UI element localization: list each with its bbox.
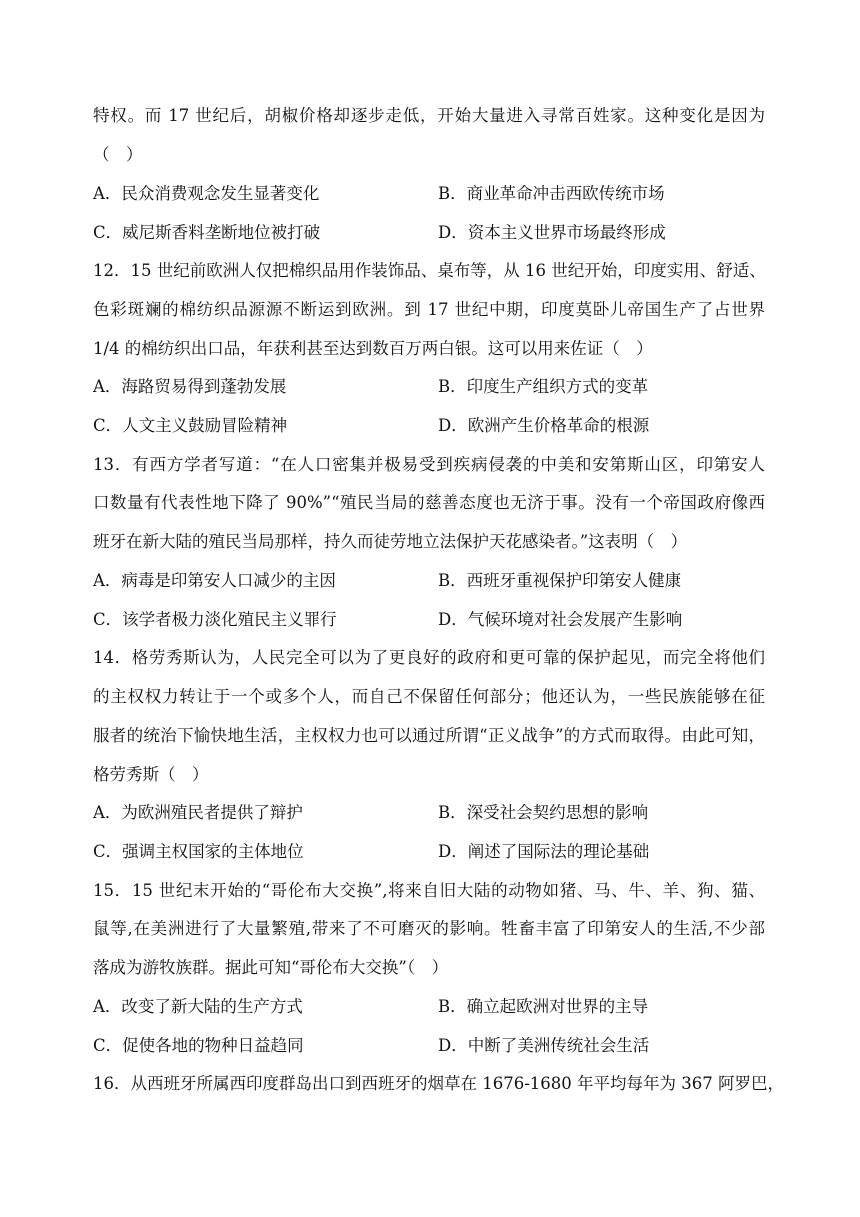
- question-14-option-b: B．深受社会契约思想的影响: [438, 803, 649, 822]
- question-15-option-b: B．确立起欧洲对世界的主导: [438, 997, 649, 1016]
- question-13-text-line-1: 13．有西方学者写道：“在人口密集并极易受到疾病侵袭的中美和安第斯山区，印第安人: [93, 455, 765, 474]
- question-11-text-line-1: 特权。而 17 世纪后，胡椒价格却逐步走低，开始大量进入寻常百姓家。这种变化是因为: [93, 106, 765, 125]
- question-12-option-a: A．海路贸易得到蓬勃发展: [93, 377, 287, 396]
- question-15-option-d: D．中断了美洲传统社会生活: [438, 1036, 650, 1055]
- question-12-option-b: B．印度生产组织方式的变革: [438, 377, 649, 396]
- question-15-text-line-3: 落成为游牧族群。据此可知“哥伦布大交换”（ ）: [93, 958, 449, 977]
- question-13-text-line-3: 班牙在新大陆的殖民当局那样，持久而徒劳地立法保护天花感染者。”这表明（ ）: [93, 532, 688, 551]
- question-13-option-a: A．病毒是印第安人口减少的主因: [93, 571, 336, 590]
- question-12-option-d: D．欧洲产生价格革命的根源: [438, 416, 650, 435]
- question-11-option-a: A．民众消费观念发生显著变化: [93, 184, 320, 203]
- question-14-text-line-4: 格劳秀斯（ ）: [93, 765, 209, 784]
- question-14-option-d: D．阐述了国际法的理论基础: [438, 842, 650, 861]
- question-13-option-d: D．气候环境对社会发展产生影响: [438, 610, 683, 629]
- question-15-text-line-1: 15．15 世纪末开始的“哥伦布大交换”,将来自旧大陆的动物如猪、马、牛、羊、狗、猫、: [93, 881, 765, 900]
- question-12-text-line-1: 12．15 世纪前欧洲人仅把棉织品用作装饰品、桌布等，从 16 世纪开始，印度实用、舒适、: [93, 261, 766, 280]
- question-11-option-c: C．威尼斯香料垄断地位被打破: [93, 223, 321, 242]
- question-12-text-line-3: 1/4 的棉纺织出口品，年获利甚至达到数百万两白银。这可以用来佐证（ ）: [93, 339, 653, 358]
- question-14-option-a: A．为欧洲殖民者提供了辩护: [93, 803, 303, 822]
- question-14-text-line-2: 的主权权力转让于一个或多个人，而自己不保留任何部分；他还认为，一些民族能够在征: [93, 687, 765, 706]
- question-13-option-b: B．西班牙重视保护印第安人健康: [438, 571, 682, 590]
- question-11-text-line-2: （ ）: [93, 145, 143, 164]
- question-11-option-b: B．商业革命冲击西欧传统市场: [438, 184, 665, 203]
- question-12-option-c: C．人文主义鼓励冒险精神: [93, 416, 288, 435]
- question-15-text-line-2: 鼠等,在美洲进行了大量繁殖,带来了不可磨灭的影响。牲畜丰富了印第安人的生活,不少部: [93, 919, 765, 938]
- question-14-text-line-1: 14．格劳秀斯认为，人民完全可以为了更良好的政府和更可靠的保护起见，而完全将他们: [93, 648, 765, 667]
- question-13-text-line-2: 口数量有代表性地下降了 90%”“殖民当局的慈善态度也无济于事。没有一个帝国政府像西: [93, 493, 765, 512]
- question-12-text-line-2: 色彩斑斓的棉纺织品源源不断运到欧洲。到 17 世纪中期，印度莫卧儿帝国生产了占世界: [93, 300, 765, 319]
- question-15-option-c: C．促使各地的物种日益趋同: [93, 1036, 304, 1055]
- question-13-option-c: C．该学者极力淡化殖民主义罪行: [93, 610, 337, 629]
- question-11-option-d: D．资本主义世界市场最终形成: [438, 223, 666, 242]
- question-15-option-a: A．改变了新大陆的生产方式: [93, 997, 303, 1016]
- question-14-text-line-3: 服者的统治下愉快地生活，主权权力也可以通过所谓“正义战争”的方式而取得。由此可知，: [93, 726, 765, 745]
- question-14-option-c: C．强调主权国家的主体地位: [93, 842, 304, 861]
- question-16-text-line-1: 16．从西班牙所属西印度群岛出口到西班牙的烟草在 1676-1680 年平均每年为 367 阿罗巴，: [93, 1074, 785, 1093]
